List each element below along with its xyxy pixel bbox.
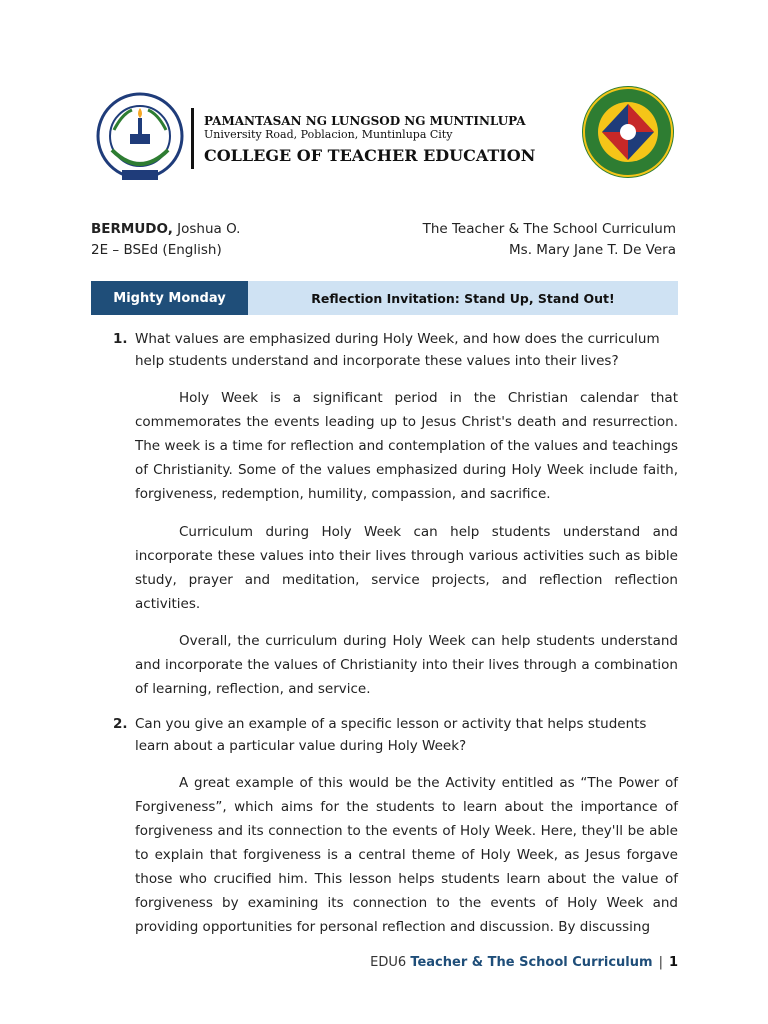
question-number: 1. [113, 331, 128, 347]
college-of-teacher-education-logo [92, 90, 188, 186]
footer-course-title: Teacher & The School Curriculum [410, 955, 653, 970]
course-title: The Teacher & The School Curriculum [422, 221, 676, 237]
university-address: University Road, Poblacion, Muntinlupa City [204, 128, 453, 141]
question-text: Can you give an example of a specific lesson or activity that helps students learn about a particular value during Holy Week? [135, 716, 647, 754]
student-given-name: Joshua O. [172, 221, 241, 237]
college-name: COLLEGE OF TEACHER EDUCATION [204, 146, 536, 165]
reflection-banner [91, 281, 678, 315]
university-name: PAMANTASAN NG LUNGSOD NG MUNTINLUPA [204, 114, 526, 128]
footer-separator: | [658, 955, 663, 970]
question-1 [91, 328, 678, 372]
student-info [91, 219, 240, 261]
question-text: What values are emphasized during Holy Week, and how does the curriculum help students understand and incorporate these values into their lives? [135, 331, 660, 369]
pamantasan-seal-logo [580, 84, 676, 180]
banner-title: Reflection Invitation: Stand Up, Stand Out! [248, 281, 678, 315]
answer-paragraph: Curriculum during Holy Week can help students understand and incorporate these values into their lives through various activities such as bible study, prayer and meditation, service projects, and reflection reflection activities. [135, 523, 678, 612]
answer-paragraph: Overall, the curriculum during Holy Week can help students understand and incorporate the values of Christianity into their lives through a combination of learning, reflection, and service. [135, 633, 678, 697]
course-info [423, 219, 676, 261]
student-section: 2E – BSEd (English) [91, 242, 222, 258]
banner-day-label: Mighty Monday [91, 281, 248, 315]
answer-paragraph: Holy Week is a significant period in the Christian calendar that commemorates the events leading up to Jesus Christ's death and resurrection. The week is a time for reflection and contemplation of the values and teachings of Christianity. Some of the values emphasized during Holy Week include faith, forgiveness, redemption, humility, compassion, and sacrifice. [135, 390, 678, 502]
question-number: 2. [113, 716, 128, 732]
header-divider [191, 108, 194, 169]
question-2 [91, 713, 678, 757]
student-surname: BERMUDO, [91, 221, 173, 237]
footer-course-code: EDU6 [370, 955, 411, 970]
answer-paragraph: A great example of this would be the Activity entitled as “The Power of Forgiveness”, which aims for the students to learn about the importance of forgiveness and its connection to the events of Holy Week. Here, they'll be able to explain that forgiveness is a central theme of Holy Week, as Jesus forgave those who crucified him. This lesson helps students learn about the value of forgiveness by examining its connection to the events of Holy Week and providing opportunities for personal reflection and discussion. By discussing [135, 775, 678, 935]
page-number: 1 [668, 955, 678, 970]
reflection-content [91, 328, 678, 951]
institution-block [204, 114, 535, 167]
page-footer [370, 955, 678, 970]
course-instructor: Ms. Mary Jane T. De Vera [509, 242, 676, 258]
